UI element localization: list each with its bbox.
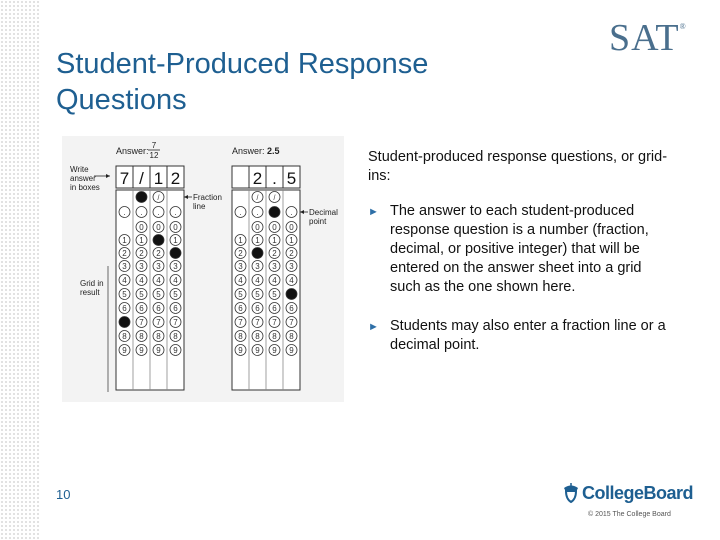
left-grid-digit-label: 9 [156,346,161,355]
right-grid-decimal-label: . [290,208,293,217]
right-grid-answer-entry: . [272,169,277,188]
right-grid-digit-label: 2 [238,249,243,258]
right-grid-digit-label: 4 [272,276,277,285]
right-grid-digit-bubble [252,248,263,259]
bullet-arrow-icon: ► [368,321,379,333]
right-grid-slash-label: / [273,195,276,202]
left-grid-digit-label: 4 [173,276,178,285]
right-grid-digit-label: 4 [289,276,294,285]
left-grid-digit-label: 6 [139,304,144,313]
sat-logo-text: SAT [609,17,680,59]
right-grid-slash-label: / [256,195,259,202]
bullet-text: Students may also enter a fraction line or a decimal point. [390,318,666,353]
grid-result-label: Grid in [80,279,104,288]
slide-title-line-1: Student-Produced Response [56,48,429,80]
left-grid-decimal-label: . [174,208,177,217]
right-grid-digit-label: 9 [238,346,243,355]
bullet-list [368,202,668,375]
left-answer-denominator: 12 [149,151,159,160]
grid-in-illustration [62,136,344,402]
grid-result-label: result [80,288,100,297]
right-grid-digit-label: 3 [255,262,260,271]
write-answer-label: answer [70,174,96,183]
fraction-line-label: line [193,202,206,211]
right-grid-digit-label: 3 [272,262,277,271]
left-grid-digit-label: 8 [156,332,161,341]
left-grid-decimal-label: . [140,208,143,217]
left-grid-digit-label: 7 [156,318,161,327]
right-grid-decimal-bubble [269,207,280,218]
left-grid-digit-bubble [170,248,181,259]
right-grid-digit-label: 8 [272,332,277,341]
fraction-line-arrowhead [184,195,188,199]
bullet-item [368,317,668,355]
right-grid-digit-label: 0 [255,223,260,232]
right-grid-digit-label: 6 [289,304,294,313]
copyright-text: © 2015 The College Board [588,511,671,518]
right-answer-value: 2.5 [267,146,280,156]
left-grid-digit-label: 5 [139,290,144,299]
left-grid-digit-label: 6 [173,304,178,313]
left-answer-numerator: 7 [151,141,157,150]
acorn-icon [560,482,582,504]
right-grid-digit-label: 0 [272,223,277,232]
right-grid-answer-entry: 5 [286,169,297,188]
dotted-border-decoration [0,0,40,540]
right-grid-digit-label: 1 [238,236,243,245]
write-answer-label: in boxes [70,183,100,192]
left-grid-digit-label: 3 [122,262,127,271]
right-grid-digit-label: 0 [289,223,294,232]
right-grid-digit-label: 6 [272,304,277,313]
left-grid-digit-label: 2 [122,249,127,258]
left-grid-answer-entry: 7 [119,169,130,188]
right-grid-digit-label: 4 [238,276,243,285]
left-grid-answer-entry: / [139,169,144,188]
left-grid-decimal-label: . [123,208,126,217]
left-grid-digit-label: 0 [156,223,161,232]
left-grid-digit-label: 5 [173,290,178,299]
write-answer-arrowhead [106,174,110,178]
right-grid-digit-label: 5 [238,290,243,299]
right-grid-digit-label: 3 [289,262,294,271]
fraction-line-label: Fraction [193,193,222,202]
left-answer-label: Answer: [116,146,149,156]
right-grid-digit-label: 5 [272,290,277,299]
right-grid-decimal-label: . [239,208,242,217]
left-grid-digit-label: 3 [156,262,161,271]
right-grid-digit-label: 6 [238,304,243,313]
college-board-logo [560,482,693,504]
right-grid-digit-label: 1 [289,236,294,245]
left-grid-digit-label: 9 [122,346,127,355]
decimal-point-label: Decimal [309,208,338,217]
right-grid-digit-label: 6 [255,304,260,313]
left-grid-digit-label: 1 [173,236,178,245]
grid-in-example-figure [62,136,344,402]
page-number: 10 [56,487,71,502]
left-grid-digit-label: 5 [122,290,127,299]
bullet-item [368,202,668,297]
right-grid-digit-label: 2 [289,249,294,258]
decimal-point-arrowhead [300,210,304,214]
left-grid-decimal-label: . [157,208,160,217]
left-grid-digit-label: 8 [122,332,127,341]
bullet-text: The answer to each student-produced response question is a number (fraction, decimal, or positive integer) that will be entered on the answer sheet into a grid such as the one shown here. [390,203,649,295]
left-grid-digit-label: 2 [139,249,144,258]
right-grid-digit-label: 8 [255,332,260,341]
left-grid-slash-bubble [136,192,147,203]
intro-text: Student-produced response questions, or grid-ins: [368,149,668,184]
left-grid-digit-label: 0 [173,223,178,232]
right-grid-digit-label: 8 [238,332,243,341]
right-grid-digit-label: 5 [255,290,260,299]
left-grid-slash-label: / [157,195,160,202]
right-grid-digit-label: 2 [272,249,277,258]
left-grid-digit-label: 4 [156,276,161,285]
right-grid-answer-entry: 2 [252,169,263,188]
left-grid-digit-bubble [119,317,130,328]
left-grid-digit-label: 2 [156,249,161,258]
left-grid-digit-label: 0 [139,223,144,232]
left-grid-digit-label: 4 [139,276,144,285]
right-grid-digit-label: 9 [272,346,277,355]
left-grid-digit-label: 9 [139,346,144,355]
right-grid-digit-label: 7 [289,318,294,327]
right-grid-digit-label: 8 [289,332,294,341]
right-grid-digit-label: 1 [272,236,277,245]
left-grid-digit-label: 1 [122,236,127,245]
left-grid-digit-bubble [153,235,164,246]
left-grid-digit-label: 6 [156,304,161,313]
right-grid-digit-label: 3 [238,262,243,271]
left-grid-digit-label: 5 [156,290,161,299]
left-grid-digit-label: 3 [139,262,144,271]
decimal-point-label: point [309,217,327,226]
left-grid-digit-label: 7 [139,318,144,327]
left-grid-digit-label: 8 [173,332,178,341]
right-grid-digit-label: 9 [255,346,260,355]
college-board-wordmark: CollegeBoard [582,482,694,503]
left-grid-digit-label: 8 [139,332,144,341]
right-grid-digit-label: 9 [289,346,294,355]
right-grid-decimal-label: . [256,208,259,217]
right-grid-digit-label: 7 [272,318,277,327]
right-grid-digit-label: 1 [255,236,260,245]
left-grid-answer-entry: 1 [153,169,164,188]
sat-logo [609,16,687,60]
left-grid-digit-label: 7 [173,318,178,327]
right-answer-label: Answer: [232,146,265,156]
left-grid-digit-label: 9 [173,346,178,355]
slide-title [56,46,536,118]
trademark-mark: ® [679,22,687,31]
right-grid-digit-bubble [286,289,297,300]
slide-title-line-2: Questions [56,84,187,116]
left-grid-digit-label: 1 [139,236,144,245]
left-grid-digit-label: 6 [122,304,127,313]
bullet-arrow-icon: ► [368,206,379,218]
right-grid-digit-label: 7 [255,318,260,327]
left-grid-answer-entry: 2 [170,169,181,188]
right-grid-digit-label: 4 [255,276,260,285]
left-grid-digit-label: 4 [122,276,127,285]
right-grid-digit-label: 7 [238,318,243,327]
left-grid-digit-label: 3 [173,262,178,271]
write-answer-label: Write [70,165,89,174]
